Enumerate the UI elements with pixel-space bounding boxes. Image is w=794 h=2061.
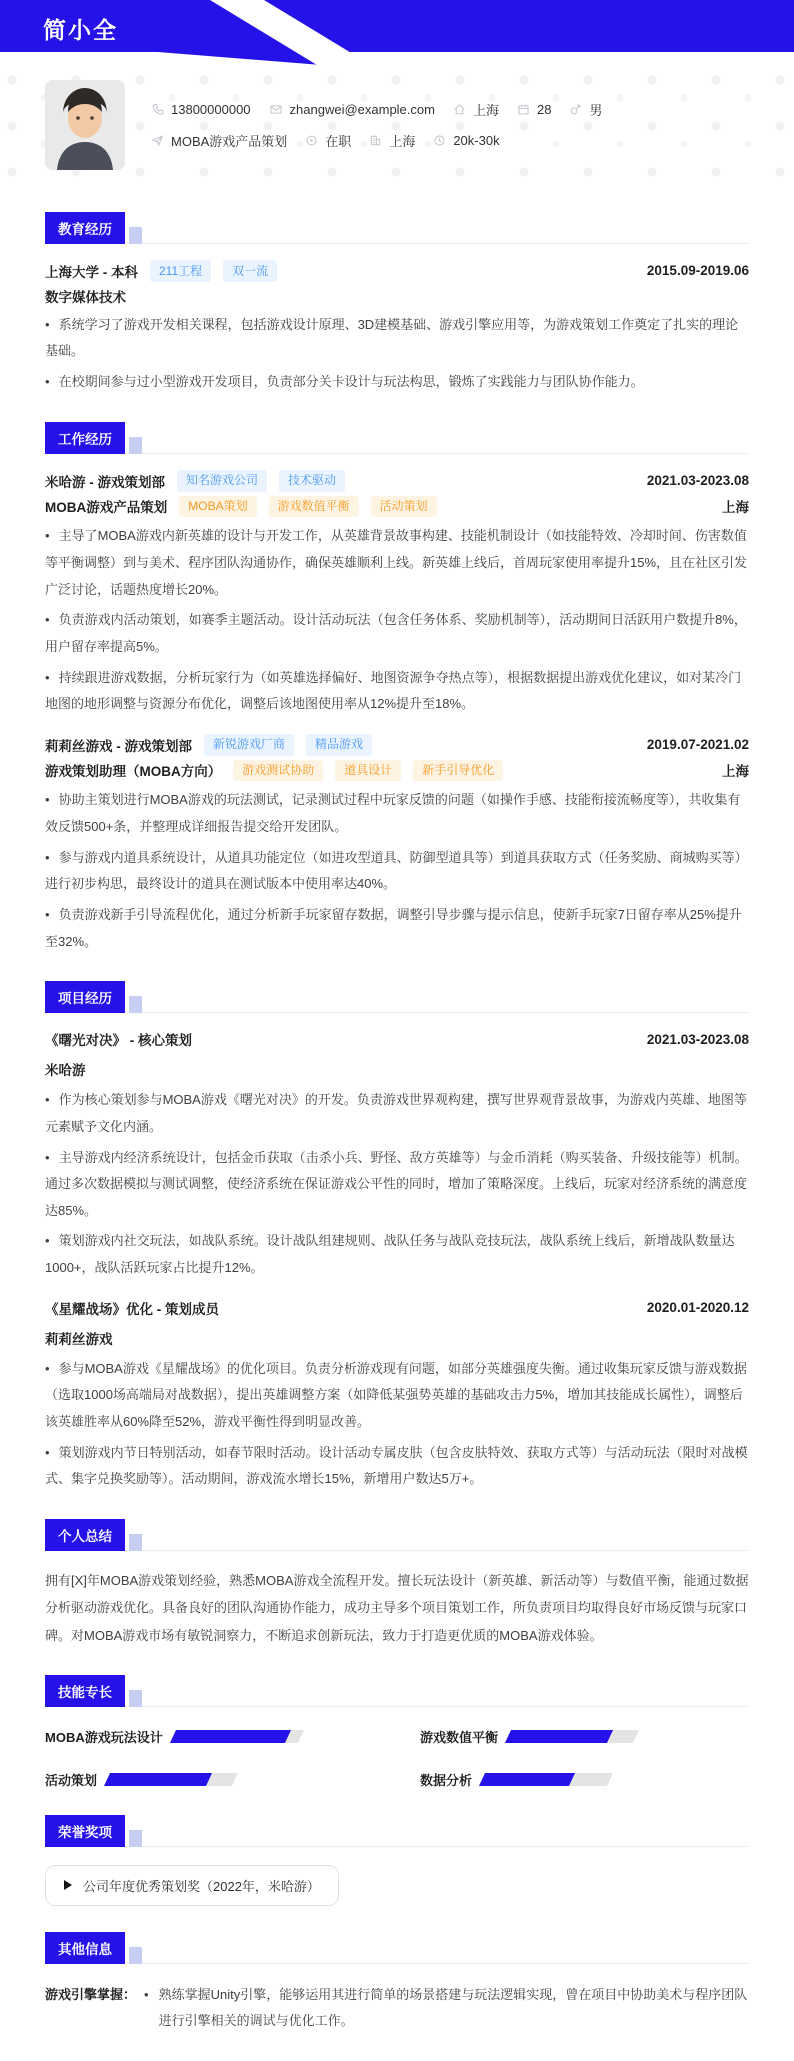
app-header — [0, 0, 794, 68]
bullet-dot: • — [45, 1233, 50, 1249]
bullet-text: 主导了MOBA游戏内新英雄的设计与开发工作，从英雄背景故事构建、技能机制设计（如技能特效、冷却时间、伤害数值等平衡调整）到与美术、程序团队沟通协作，确保英雄顺利上线。新英雄上线后，首周玩家使用率提升15%，且在社区引发广泛讨论，话题热度增长20%。 — [45, 528, 748, 597]
section-header-skills — [45, 1679, 749, 1707]
header-banner-graphic — [0, 0, 794, 68]
play-icon — [64, 1880, 72, 1890]
section-header-education — [45, 216, 749, 244]
skill-bar — [505, 1730, 639, 1743]
home-icon — [453, 103, 466, 116]
bullet-dot: • — [45, 669, 50, 685]
project-name — [45, 1298, 219, 1318]
skill-item — [45, 1727, 374, 1746]
skill-name: 数据分析 — [420, 1772, 473, 1788]
work-company-title: 米哈游 - 游戏策划部 — [45, 474, 165, 490]
section-education — [45, 216, 749, 396]
bullet-dot: • — [45, 1149, 50, 1165]
section-title-education: 教育经历 — [45, 212, 125, 244]
section-header-honors — [45, 1819, 749, 1847]
work-role-title: MOBA游戏产品策划 — [45, 500, 168, 516]
city-value: 上海 — [472, 103, 499, 118]
section-summary — [45, 1523, 749, 1649]
work-company-title: 莉莉丝游戏 - 游戏策划部 — [45, 738, 192, 754]
tag-blue: 新锐游戏厂商 — [204, 734, 294, 756]
education-entry — [45, 260, 749, 396]
entry-date: 2019.07-2021.02 — [646, 737, 749, 753]
other-bullet — [136, 1982, 749, 2035]
bullet-text: 主导游戏内经济系统设计，包括金币获取（击杀小兵、野怪、敌方英雄等）与金币消耗（购买装备、升级技能等）机制。通过多次数据模拟与测试调整，使经济系统在保证游戏公平性的同时，增加了策略深度。上线后，玩家对经济系统的满意度达85%。 — [45, 1149, 748, 1218]
bullet-text: 协助主策划进行MOBA游戏的玩法测试，记录测试过程中玩家反馈的问题（如操作手感、技能衔接流畅度等），共收集有效反馈500+条，并整理成详细报告提交给开发团队。 — [45, 792, 741, 835]
entry-head-row — [45, 496, 749, 518]
other-info-bullets — [136, 1982, 749, 2035]
section-fold-decoration — [129, 1830, 142, 1847]
skill-fill — [104, 1773, 212, 1786]
entry-date: 2020.01-2020.12 — [646, 1300, 749, 1316]
bullet-item — [45, 787, 749, 840]
work-role — [45, 760, 503, 782]
other-info-row — [45, 1982, 749, 2035]
section-fold-decoration — [129, 1947, 142, 1964]
bullet-text: 作为核心策划参与MOBA游戏《曙光对决》的开发。负责游戏世界观构建，撰写世界观背景故事，为游戏内英雄、地图等元素赋予文化内涵。 — [45, 1092, 747, 1134]
bullet-dot: • — [45, 906, 50, 922]
entry-date: 2021.03-2023.08 — [646, 473, 749, 489]
project-name — [45, 1029, 192, 1049]
avatar-illustration — [45, 80, 125, 170]
skill-fill — [505, 1730, 613, 1743]
bullet-text: 负责游戏新手引导流程优化，通过分析新手玩家留存数据，调整引导步骤与提示信息，使新手玩家7日留存率从25%提升至32%。 — [45, 906, 742, 949]
bullet-item — [45, 1440, 749, 1493]
bullet-item — [45, 1145, 749, 1225]
entry-head-row — [45, 1029, 749, 1049]
bullet-dot: • — [45, 849, 50, 865]
section-projects — [45, 985, 749, 1493]
profile-card — [0, 68, 794, 186]
project-company: 莉莉丝游戏 — [45, 1331, 113, 1347]
bullet-item — [45, 607, 749, 660]
phone-item — [151, 102, 251, 117]
salary-value: 20k-30k — [453, 133, 500, 148]
bullet-dot: • — [45, 1444, 50, 1460]
bullet-item — [45, 902, 749, 955]
section-fold-decoration — [129, 1534, 142, 1551]
work-entries — [45, 470, 749, 956]
section-header-projects — [45, 985, 749, 1013]
project-company: 米哈游 — [45, 1063, 86, 1079]
work-company — [45, 734, 372, 756]
entry-head-row — [45, 1298, 749, 1318]
section-fold-decoration — [129, 996, 142, 1013]
bullet-text: 负责游戏内活动策划，如赛季主题活动。设计活动玩法（包含任务体系、奖励机制等），活动期间日活跃用户数提升8%，用户留存率提高5%。 — [45, 612, 747, 654]
skills-grid — [45, 1727, 749, 1789]
education-major-row — [45, 286, 749, 306]
section-fold-decoration — [129, 227, 142, 244]
age-value: 28 — [536, 102, 552, 117]
other-bullet-text: 熟练掌握Unity引擎，能够运用其进行简单的场景搭建与玩法逻辑实现，曾在项目中协助美术与程序团队进行引擎相关的调试与优化工作。 — [158, 1986, 748, 2029]
tag-orange: 游戏测试协助 — [233, 760, 323, 782]
project-entries — [45, 1029, 749, 1493]
project-entry — [45, 1029, 749, 1281]
bullet-dot: • — [45, 1360, 50, 1376]
bullet-dot: • — [45, 374, 50, 390]
building-icon — [369, 134, 382, 147]
honor-item[interactable] — [45, 1865, 339, 1906]
salary-item — [433, 133, 499, 148]
section-fold-decoration — [129, 1690, 142, 1707]
entry-head-row — [45, 760, 749, 782]
section-header-other — [45, 1936, 749, 1964]
city-item — [453, 100, 499, 119]
skill-item — [45, 1770, 374, 1789]
contact-row-1 — [151, 100, 620, 119]
phone-value: 13800000000 — [171, 102, 251, 117]
entry-location: 上海 — [722, 500, 749, 516]
bullet-text: 参与MOBA游戏《星耀战场》的优化项目。负责分析游戏现有问题，如部分英雄强度失衡。通过收集玩家反馈与游戏数据（选取1000场高端局对战数据），提出英雄调整方案（如降低某强势英雄的基础攻击力5%，增加其技能成长属性），调整后该英雄胜率从60%降至52%，游戏平衡性得到明显改善。 — [45, 1360, 747, 1429]
contact-row-2 — [151, 131, 620, 150]
tag-blue: 211工程 — [150, 260, 211, 282]
project-name-title: 《星耀战场》优化 - 策划成员 — [45, 1301, 219, 1317]
status-item — [305, 131, 351, 150]
section-title-other: 其他信息 — [45, 1932, 125, 1964]
summary-text: 拥有[X]年MOBA游戏策划经验，熟悉MOBA游戏全流程开发。擅长玩法设计（新英雄、新活动等）与数值平衡，能通过数据分析驱动游戏优化。具备良好的团队沟通协作能力，成功主导多个项目策划工作，所负责项目均取得良好市场反馈与玩家口碑。对MOBA游戏市场有敏锐洞察力，不断追求创新玩法，致力于打造更优质的MOBA游戏体验。 — [45, 1572, 749, 1643]
job-title-value: MOBA游戏产品策划 — [171, 134, 288, 149]
salary-icon — [433, 134, 446, 147]
work-city-item — [369, 131, 415, 150]
send-icon — [151, 134, 164, 147]
tag-blue: 技术驱动 — [279, 470, 345, 492]
skill-item — [420, 1727, 749, 1746]
bullet-dot: • — [45, 612, 50, 628]
section-skills — [45, 1679, 749, 1789]
work-entry — [45, 470, 749, 718]
section-title-honors: 荣誉奖项 — [45, 1815, 125, 1847]
tag-orange: 新手引导优化 — [413, 760, 503, 782]
status-icon — [305, 134, 318, 147]
honors-list — [45, 1847, 749, 1906]
skill-bar — [479, 1773, 613, 1786]
contact-info — [151, 100, 620, 150]
project-entry — [45, 1298, 749, 1493]
tag-orange: 游戏数值平衡 — [269, 496, 359, 518]
bullet-item — [45, 1356, 749, 1436]
section-fold-decoration — [129, 437, 142, 454]
bullet-dot: • — [144, 1986, 149, 2002]
age-icon — [517, 103, 530, 116]
project-name-title: 《曙光对决》 - 核心策划 — [45, 1033, 192, 1049]
app-logo: 简小全 — [43, 17, 118, 43]
entry-location: 上海 — [722, 764, 749, 780]
skill-bar — [104, 1773, 238, 1786]
gender-item — [569, 100, 602, 119]
bullet-item — [45, 845, 749, 898]
bullet-item — [45, 1087, 749, 1140]
bullet-text: 持续跟进游戏数据，分析玩家行为（如英雄选择偏好、地图资源争夺热点等），根据数据提出游戏优化建议，如对某冷门地图的地形调整与资源分布优化，调整后该地图使用率从12%提升至18%。 — [45, 669, 742, 712]
skill-item — [420, 1770, 749, 1789]
bullet-dot: • — [45, 316, 50, 332]
entry-head-row — [45, 734, 749, 756]
bullet-item — [45, 312, 749, 365]
section-work — [45, 426, 749, 956]
phone-icon — [151, 103, 164, 116]
gender-icon — [569, 103, 582, 116]
education-entries — [45, 260, 749, 396]
education-major: 数字媒体技术 — [45, 289, 126, 305]
skill-name: 游戏数值平衡 — [420, 1729, 499, 1745]
status-value: 在职 — [325, 134, 352, 149]
section-honors — [45, 1819, 749, 1906]
bullet-text: 系统学习了游戏开发相关课程，包括游戏设计原理、3D建模基础、游戏引擎应用等，为游戏策划工作奠定了扎实的理论基础。 — [45, 316, 739, 359]
age-item — [517, 102, 551, 117]
work-role — [45, 496, 437, 518]
education-school — [45, 260, 277, 282]
bullet-item — [45, 665, 749, 718]
bullet-item — [45, 1228, 749, 1281]
bullet-item — [45, 523, 749, 603]
work-company — [45, 470, 345, 492]
tag-blue: 双一流 — [223, 260, 277, 282]
job-title-item — [151, 131, 287, 150]
skill-fill — [170, 1730, 291, 1743]
tag-orange: 活动策划 — [371, 496, 437, 518]
section-title-skills: 技能专长 — [45, 1675, 125, 1707]
profile-photo — [45, 80, 125, 170]
gender-value: 男 — [589, 103, 603, 118]
section-header-summary — [45, 1523, 749, 1551]
tag-orange: 道具设计 — [335, 760, 401, 782]
tag-blue: 知名游戏公司 — [177, 470, 267, 492]
section-title-projects: 项目经历 — [45, 981, 125, 1013]
section-title-summary: 个人总结 — [45, 1519, 125, 1551]
bullet-text: 参与游戏内道具系统设计，从道具功能定位（如进攻型道具、防御型道具等）到道具获取方式（任务奖励、商城购买等）进行初步构思，最终设计的道具在测试版本中使用率达40%。 — [45, 849, 748, 892]
honor-text: 公司年度优秀策划奖（2022年，米哈游） — [83, 1878, 320, 1894]
skill-name: MOBA游戏玩法设计 — [45, 1729, 163, 1745]
email-value: zhangwei@example.com — [289, 102, 435, 117]
work-role-title: 游戏策划助理（MOBA方向） — [45, 764, 222, 780]
bullet-text: 在校期间参与过小型游戏开发项目，负责部分关卡设计与玩法构思，锻炼了实践能力与团队协作能力。 — [58, 374, 644, 390]
other-info-label: 游戏引擎掌握： — [45, 1986, 137, 2002]
tag-blue: 精品游戏 — [306, 734, 372, 756]
bullet-text: 策划游戏内节日特别活动，如春节限时活动。设计活动专属皮肤（包含皮肤特效、获取方式等）与活动玩法（限时对战模式、集字兑换奖励等）。活动期间，游戏流水增长15%，新增用户数达5万+。 — [45, 1444, 748, 1487]
skill-name: 活动策划 — [45, 1772, 98, 1788]
bullet-dot: • — [45, 528, 50, 544]
work-entry — [45, 734, 749, 955]
entry-date: 2015.09-2019.06 — [646, 263, 749, 279]
entry-head-row — [45, 470, 749, 492]
education-school-title: 上海大学 - 本科 — [45, 264, 138, 280]
bullet-dot: • — [45, 792, 50, 808]
mail-icon — [269, 103, 283, 116]
entry-head-row — [45, 260, 749, 282]
email-item — [269, 102, 435, 117]
skill-fill — [479, 1773, 575, 1786]
tag-orange: MOBA策划 — [179, 496, 256, 518]
section-other — [45, 1936, 749, 2035]
work-city-value: 上海 — [389, 134, 416, 149]
skill-bar — [170, 1730, 304, 1743]
entry-date: 2021.03-2023.08 — [646, 1031, 749, 1047]
bullet-item — [45, 369, 749, 396]
bullet-dot: • — [45, 1092, 50, 1108]
section-header-work — [45, 426, 749, 454]
bullet-text: 策划游戏内社交玩法，如战队系统。设计战队组建规则、战队任务与战队竞技玩法，战队系统上线后，新增战队数量达1000+，战队活跃玩家占比提升12%。 — [45, 1233, 735, 1276]
section-title-work: 工作经历 — [45, 422, 125, 454]
